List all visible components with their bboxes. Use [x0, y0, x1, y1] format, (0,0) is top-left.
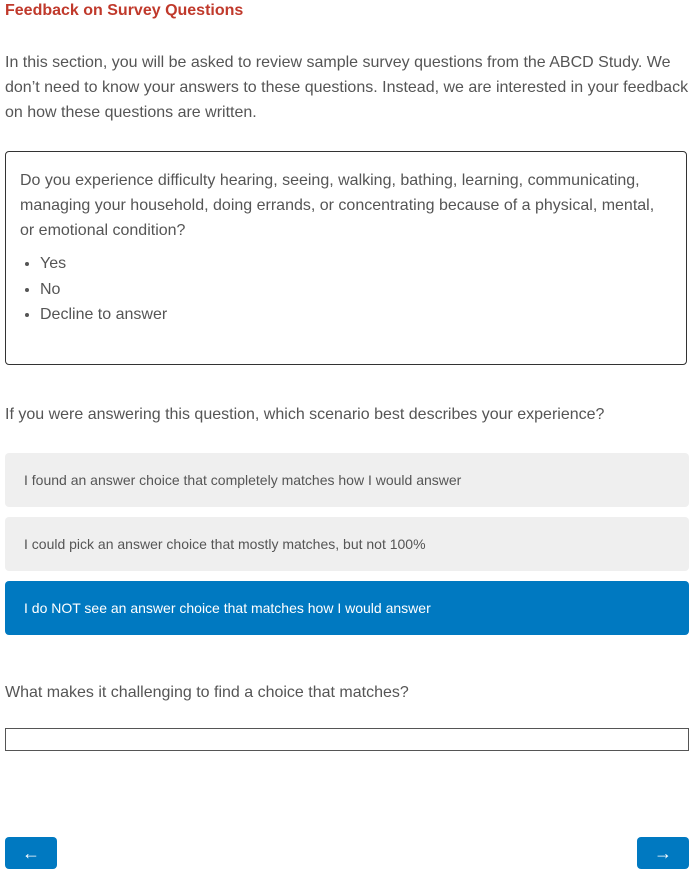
arrow-right-icon: →: [654, 843, 672, 863]
option-item: • No: [40, 277, 672, 303]
intro-text: In this section, you will be asked to review sample survey questions from the ABCD Study. We don’t need to know your answers to these questions. Instead, we are interested in your feedback on how these questions are written.: [5, 54, 689, 121]
option-item: • Decline to answer: [40, 302, 672, 328]
sample-question-text: Do you experience difficulty hearing, seeing, walking, bathing, learning, communicating, managing your household, doing errands, or concentrating because of a physical, mental, or emotional condition?: [20, 172, 655, 239]
option-item: • Yes: [40, 251, 672, 277]
followup-prompt: What makes it challenging to find a choice that matches?: [5, 684, 409, 701]
scenario-prompt: If you were answering this question, which scenario best describes your experience?: [5, 406, 605, 423]
back-button[interactable]: [5, 837, 57, 869]
choice-mostly-match[interactable]: I could pick an answer choice that mostly matches, but not 100%: [5, 517, 689, 571]
page-title: Feedback on Survey Questions: [5, 2, 244, 19]
next-button[interactable]: [637, 837, 689, 869]
choice-complete-match[interactable]: I found an answer choice that completely matches how I would answer: [5, 453, 689, 507]
choice-no-match[interactable]: I do NOT see an answer choice that matches how I would answer: [5, 581, 689, 635]
arrow-left-icon: ←: [22, 843, 40, 863]
sample-question-options: [20, 251, 672, 328]
followup-input[interactable]: [5, 728, 689, 751]
sample-question-box: [5, 151, 687, 365]
